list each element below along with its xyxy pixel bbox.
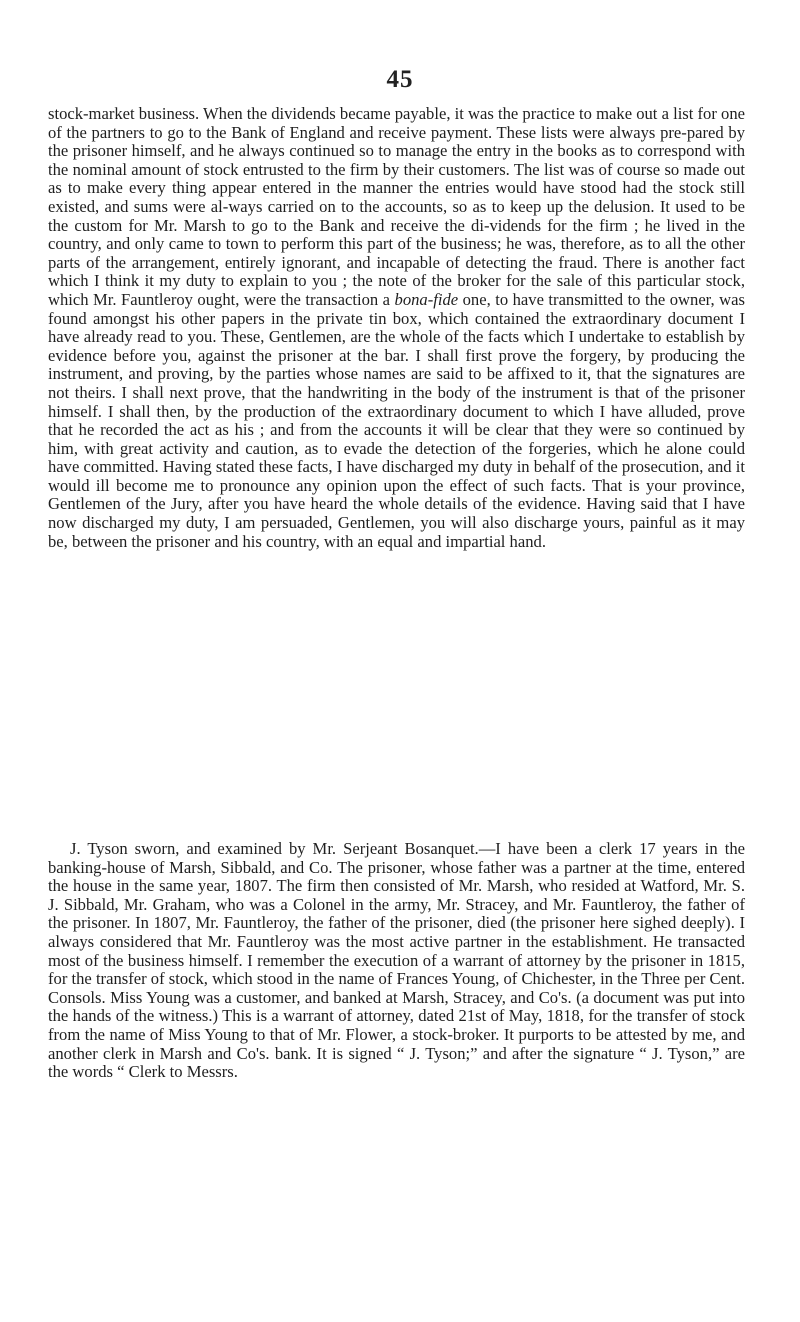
text-segment: stock-market business. When the dividends became payable, it was the practice to make out a list for one of the partners to go to the Bank of England and receive payment. These lists were always pre-pared by the prisoner himself, and he always continued so to manage the entry in the books as to correspond with the nominal amount of stock entrusted to the firm by their customers. The list was of course so made out as to make every thing appear entered in the manner the entries would have stood had the stock still existed, and sums were al-ways carried on to the accounts, so as to keep up the delusion. It used to be the custom for Mr. Marsh to go to the Bank and receive the di-vidends for the firm ; he lived in the country, and only came to town to perform this part of the business; he was, therefore, as to all the other parts of the arrangement, entirely ignorant, and incapable of detecting the fraud. There is another fact which I think it my duty to explain to you ; the note of the broker for the sale of this particular stock, which Mr. Fauntleroy ought, were the transaction a <box>48 104 745 309</box>
text-segment: J. Tyson sworn, and examined by Mr. Serjeant Bosanquet.—I have been a clerk 17 years in the banking-house of Marsh, Sibbald, and Co. The prisoner, whose father was a partner at the time, entered the house in the same year, 1807. The firm then consisted of Mr. Marsh, who resided at Watford, Mr. S. J. Sibbald, Mr. Graham, who was a Colonel in the army, Mr. Stracey, and Mr. Fauntleroy, the father of the prisoner. In 1807, Mr. Fauntleroy, the father of the prisoner, died (the prisoner here sighed deeply). I always considered that Mr. Fauntleroy was the most active partner in the establishment. He transacted most of the business himself. I remember the execution of a warrant of attorney by the prisoner in 1815, for the transfer of stock, which stood in the name of Frances Young, of Chichester, in the Three per Cent. Consols. Miss Young was a customer, and banked at Marsh, Stracey, and Co's. (a document was put into the hands of the witness.) This is a warrant of attorney, dated 21st of May, 1818, for the transfer of stock from the name of Miss Young to that of Mr. Flower, a stock-broker. It purports to be attested by me, and another clerk in Marsh and Co's. bank. It is signed “ J. Tyson;” and after the signature “ J. Tyson,” are the words “ Clerk to Messrs. <box>48 839 745 1082</box>
paragraph-text <box>48 105 745 551</box>
paragraph-text <box>48 840 745 1082</box>
text-segment-italic: bona-fide <box>394 289 459 309</box>
paragraph-prosecution-speech <box>48 105 745 551</box>
paragraph-tyson-testimony <box>48 840 745 1082</box>
text-segment: one, to have transmitted to the owner, was found amongst his other papers in the private tin box, which contained the extraordinary document I have already read to you. These, Gentlemen, are the whole of the facts which I undertake to establish by evidence before you, against the prisoner at the bar. I shall first prove the forgery, by producing the instrument, and proving, by the parties whose names are said to be affixed to it, that the signatures are not theirs. I shall next prove, that the handwriting in the body of the instrument is that of the prisoner himself. I shall then, by the production of the extraordinary document to which I have alluded, prove that he recorded the act as his ; and from the accounts it will be clear that they were so continued by him, with great activity and caution, as to evade the detection of the forgeries, which he alone could have committed. Having stated these facts, I have discharged my duty in behalf of the prosecution, and it would ill become me to pronounce any opinion upon the effect of such facts. That is your province, Gentlemen of the Jury, after you have heard the whole details of the evidence. Having said that I have now discharged my duty, I am persuaded, Gentlemen, you will also discharge yours, painful as it may be, between the prisoner and his country, with an equal and impartial hand. <box>48 289 745 551</box>
page-number: 45 <box>386 66 414 93</box>
